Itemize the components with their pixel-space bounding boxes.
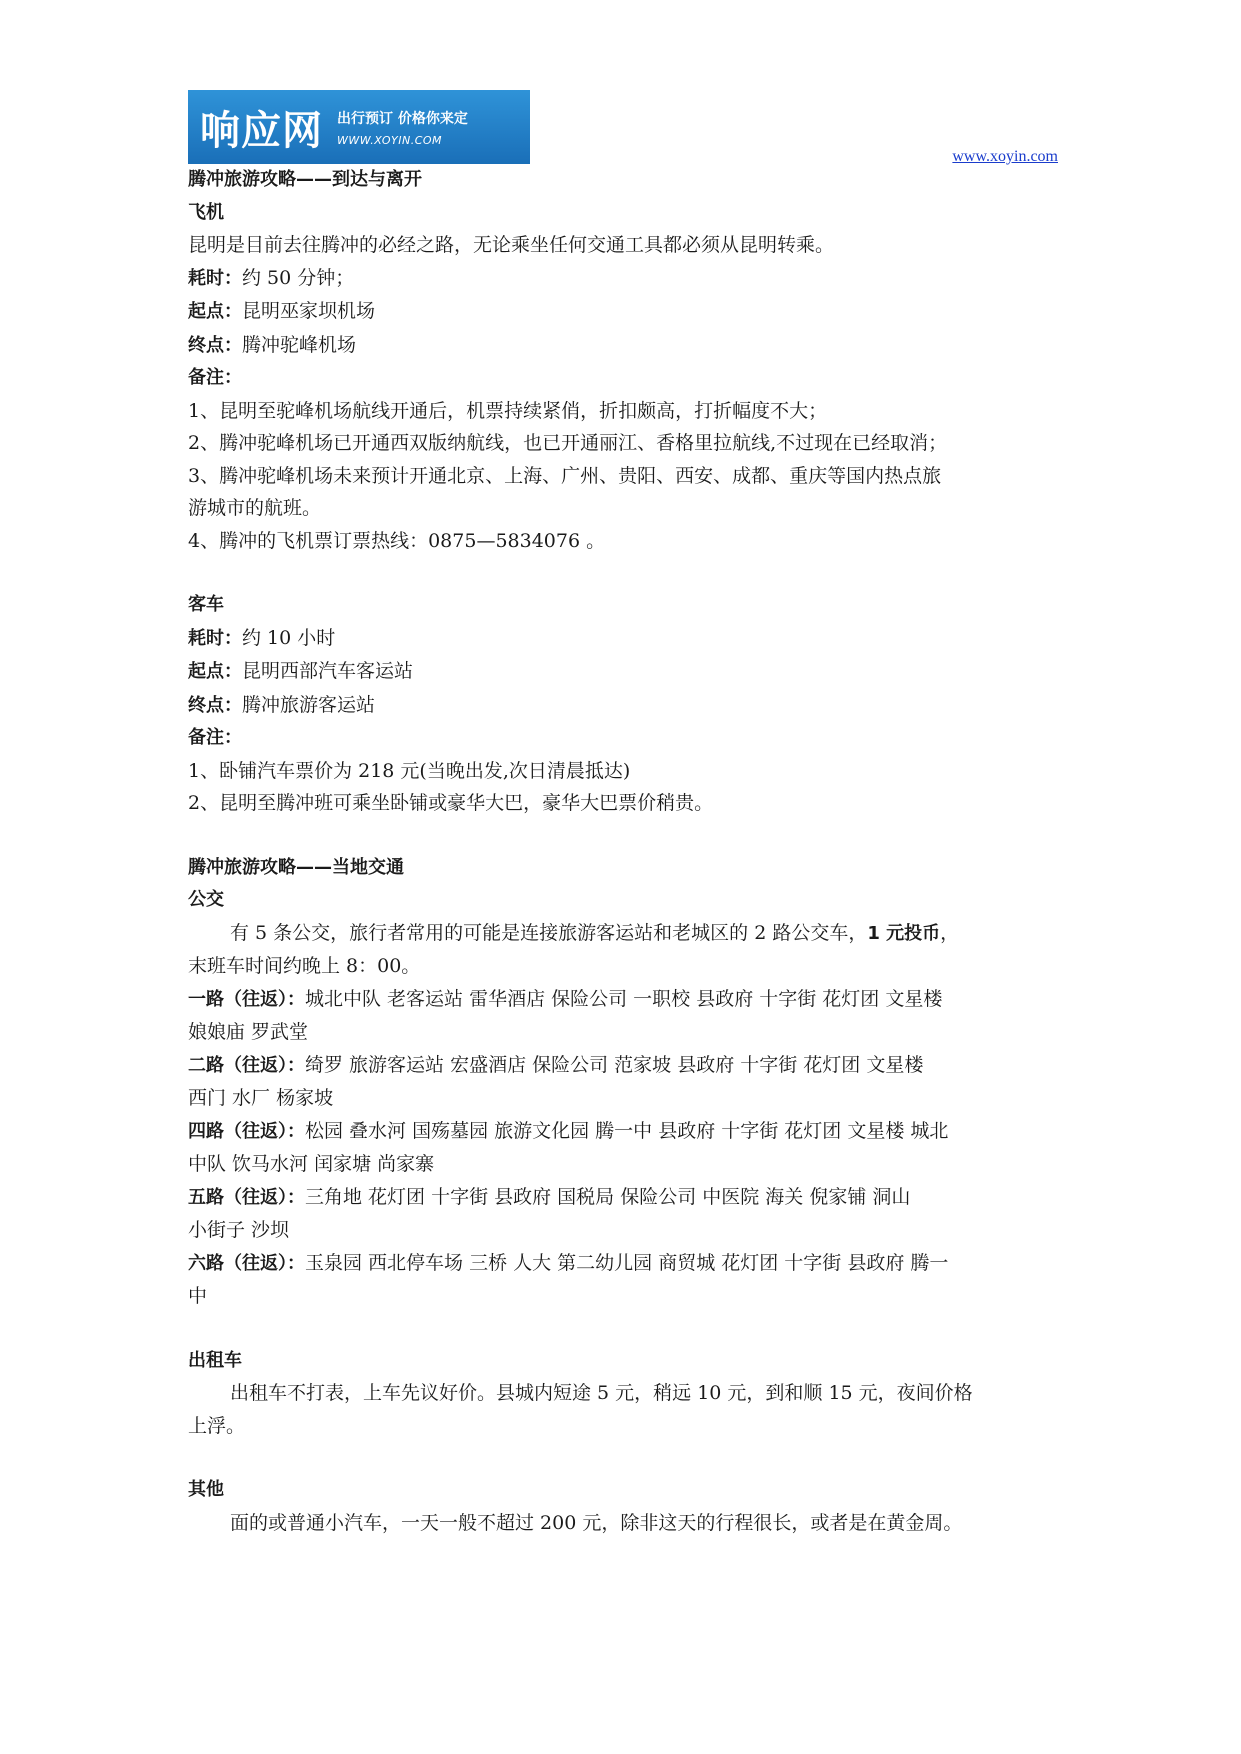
heading-public-bus: 公交: [188, 889, 224, 910]
logo-slogan: 出行预订 价格你来定: [337, 110, 468, 127]
plane-note: 1、昆明至驼峰机场航线开通后，机票持续紧俏，折扣颇高，打折幅度不大；: [188, 399, 828, 422]
plane-from-label: 起点：: [188, 301, 242, 322]
other-text: 面的或普通小汽车，一天一般不超过 200 元，除非这天的行程很长，或者是在黄金周。: [230, 1511, 963, 1534]
route-stops-cont: 中: [188, 1285, 208, 1307]
plane-time-label: 耗时：: [188, 267, 242, 289]
plane-from: [188, 295, 1068, 329]
route-label: 一路（往返）：: [188, 988, 305, 1010]
plane-note: 2、腾冲驼峰机场已开通西双版纳航线，也已开通丽江、香格里拉航线,不过现在已经取消；: [188, 432, 948, 454]
logo-side: [337, 108, 468, 147]
route-stops: 城北中队 老客运站 雷华酒店 保险公司 一职校 县政府 十字街 花灯团 文星楼: [305, 987, 943, 1010]
route-stops-cont: 西门 水厂 杨家坡: [188, 1087, 334, 1109]
coach-time-value: 约 10 小时: [242, 626, 336, 649]
section-title-arrival: 腾冲旅游攻略——到达与离开: [188, 169, 422, 190]
heading-coach: 客车: [188, 594, 224, 615]
coach-note: 2、昆明至腾冲班可乘坐卧铺或豪华大巴，豪华大巴票价稍贵。: [188, 792, 714, 814]
route-label: 六路（往返）：: [188, 1252, 305, 1274]
page-header: [188, 90, 1068, 164]
coach-from-value: 昆明西部汽车客运站: [242, 660, 414, 682]
document-body: [188, 164, 1068, 1539]
route-stops: 三角地 花灯团 十字街 县政府 国税局 保险公司 中医院 海关 倪家铺 洞山: [305, 1185, 911, 1208]
taxi-text-cont: 上浮。: [188, 1414, 246, 1437]
bus-last-time: 末班车时间约晚上 8：00。: [188, 955, 421, 977]
plane-to: [188, 329, 1068, 363]
heading-taxi: 出租车: [188, 1349, 242, 1371]
plane-time: [188, 262, 1068, 296]
logo-brand: [200, 99, 323, 156]
coach-to-label: 终点：: [188, 694, 242, 716]
bus-intro: [188, 917, 1068, 951]
plane-to-value: 腾冲驼峰机场: [242, 333, 357, 356]
bus-route: [188, 1247, 1068, 1281]
spacer: [188, 1313, 1068, 1345]
plane-intro: 昆明是目前去往腾冲的必经之路，无论乘坐任何交通工具都必须从昆明转乘。: [188, 234, 835, 256]
heading-other: 其他: [188, 1479, 224, 1500]
plane-note: 4、腾冲的飞机票订票热线：0875—5834076 。: [188, 529, 606, 552]
plane-note: 3、腾冲驼峰机场未来预计开通北京、上海、广州、贵阳、西安、成都、重庆等国内热点旅: [188, 464, 942, 487]
heading-plane: 飞机: [188, 201, 224, 223]
route-stops-cont: 娘娘庙 罗武堂: [188, 1021, 309, 1043]
route-stops: 玉泉园 西北停车场 三桥 人大 第二幼儿园 商贸城 花灯团 十字街 县政府 腾一: [305, 1251, 949, 1274]
coach-time: [188, 622, 1068, 656]
coach-note: 1、卧铺汽车票价为 218 元(当晚出发,次日清晨抵达): [188, 759, 631, 782]
section-title-local: 腾冲旅游攻略——当地交通: [188, 856, 404, 878]
coach-notes-label: 备注：: [188, 727, 242, 748]
logo-url: WWW.XOYIN.COM: [337, 133, 443, 147]
coach-from: [188, 655, 1068, 689]
route-stops-cont: 中队 饮马水河 闰家塘 尚家寨: [188, 1153, 435, 1175]
route-label: 二路（往返）：: [188, 1054, 305, 1076]
plane-to-label: 终点：: [188, 334, 242, 356]
bus-route: [188, 1181, 1068, 1215]
route-stops: 松园 叠水河 国殇墓园 旅游文化园 腾一中 县政府 十字街 花灯团 文星楼 城北: [305, 1119, 949, 1142]
spacer: [188, 1442, 1068, 1474]
route-label: 五路（往返）：: [188, 1186, 305, 1208]
bus-intro-comma: ，: [940, 921, 960, 944]
plane-note: 游城市的航班。: [188, 497, 322, 519]
coach-to: [188, 689, 1068, 723]
coach-from-label: 起点：: [188, 661, 242, 682]
route-stops: 绮罗 旅游客运站 宏盛酒店 保险公司 范家坡 县政府 十字街 花灯团 文星楼: [305, 1053, 924, 1076]
brand-logo: [188, 90, 530, 164]
bus-fare: 1 元投币: [867, 922, 941, 944]
bus-route: [188, 1115, 1068, 1149]
plane-from-value: 昆明巫家坝机场: [242, 300, 376, 322]
coach-time-label: 耗时：: [188, 627, 242, 649]
plane-time-value: 约 50 分钟；: [242, 266, 355, 289]
plane-notes-label: 备注：: [188, 367, 242, 388]
bus-route: [188, 1049, 1068, 1083]
bus-route: [188, 983, 1068, 1017]
document-page: [188, 90, 1068, 1539]
route-stops-cont: 小街子 沙坝: [188, 1219, 290, 1241]
logo-brand-text: 响应网: [200, 107, 323, 154]
site-link[interactable]: www.xoyin.com: [952, 148, 1058, 165]
spacer: [188, 820, 1068, 852]
route-label: 四路（往返）：: [188, 1120, 305, 1142]
spacer: [188, 557, 1068, 589]
bus-intro-text: 有 5 条公交，旅行者常用的可能是连接旅游客运站和老城区的 2 路公交车，: [230, 921, 868, 944]
taxi-text: 出租车不打表，上车先议好价。县城内短途 5 元，稍远 10 元，到和顺 15 元，夜间价格: [230, 1382, 973, 1404]
coach-to-value: 腾冲旅游客运站: [242, 693, 376, 716]
